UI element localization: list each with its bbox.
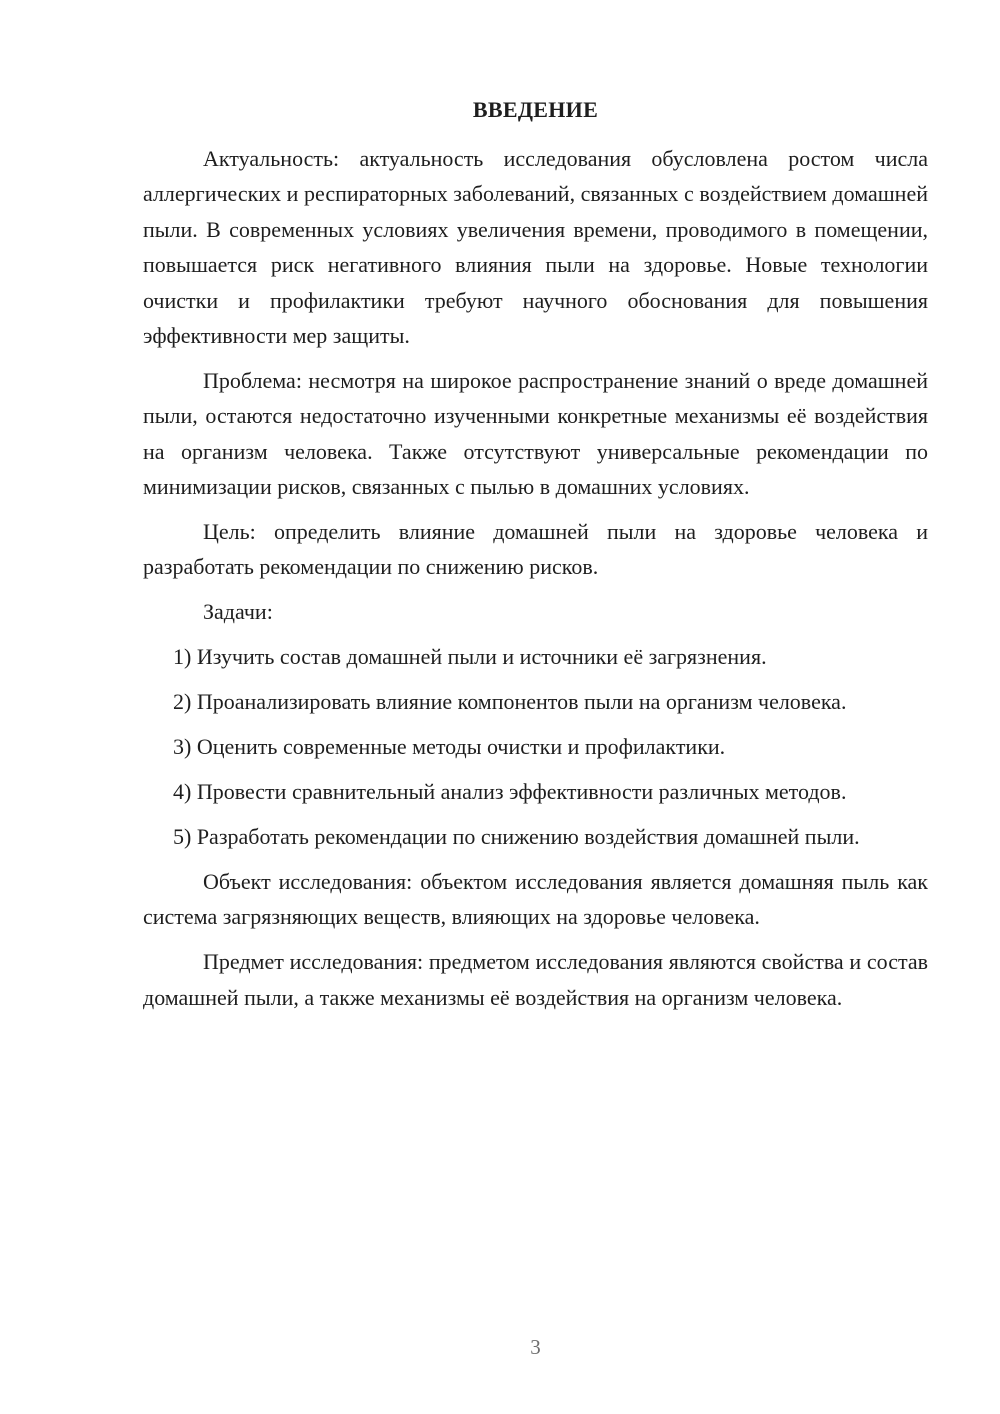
paragraph-object: Объект исследования: объектом исследования является домашняя пыль как система загрязняющих веществ, влияющих на здоровье человека. <box>143 868 928 930</box>
task-item: 1) Изучить состав домашней пыли и источники её загрязнения. <box>173 644 767 670</box>
section-title: ВВЕДЕНИЕ <box>472 97 599 122</box>
task-item: 4) Провести сравнительный анализ эффективности различных методов. <box>173 779 847 804</box>
task-item: 2) Проанализировать влияние компонентов пыли на организм человека. <box>173 689 847 715</box>
page-number: 3 <box>530 1335 541 1359</box>
body-text <box>143 141 928 1024</box>
task-item: 5) Разработать рекомендации по снижению воздействия домашней пыли. <box>173 823 860 849</box>
paragraph-goal: Цель: определить влияние домашней пыли на здоровье человека и разработать рекомендации по снижению рисков. <box>143 519 928 580</box>
paragraph-tasks-heading: Задачи: <box>203 599 273 625</box>
task-item: 3) Оценить современные методы очистки и профилактики. <box>173 734 726 760</box>
paragraph-relevance: Актуальность: актуальность исследования обусловлена ростом числа аллергических и респираторных заболеваний, связанных с воздействием домашней пыли. В современных условиях увеличения времени, проводимого в помещении, повышается риск негативного влияния пыли на здоровье. Новые технологии очистки и профилактики требуют научного обоснования для повышения эффективности мер защиты. <box>143 146 928 349</box>
paragraph-problem: Проблема: несмотря на широкое распространение знаний о вреде домашней пыли, остаются недостаточно изученными конкретные механизмы её воздействия на организм человека. Также отсутствуют универсальные рекомендации по минимизации рисков, связанных с пылью в домашних условиях. <box>143 367 928 500</box>
paragraph-subject: Предмет исследования: предметом исследования являются свойства и состав домашней пыли, а также механизмы её воздействия на организм человека. <box>143 949 928 1010</box>
